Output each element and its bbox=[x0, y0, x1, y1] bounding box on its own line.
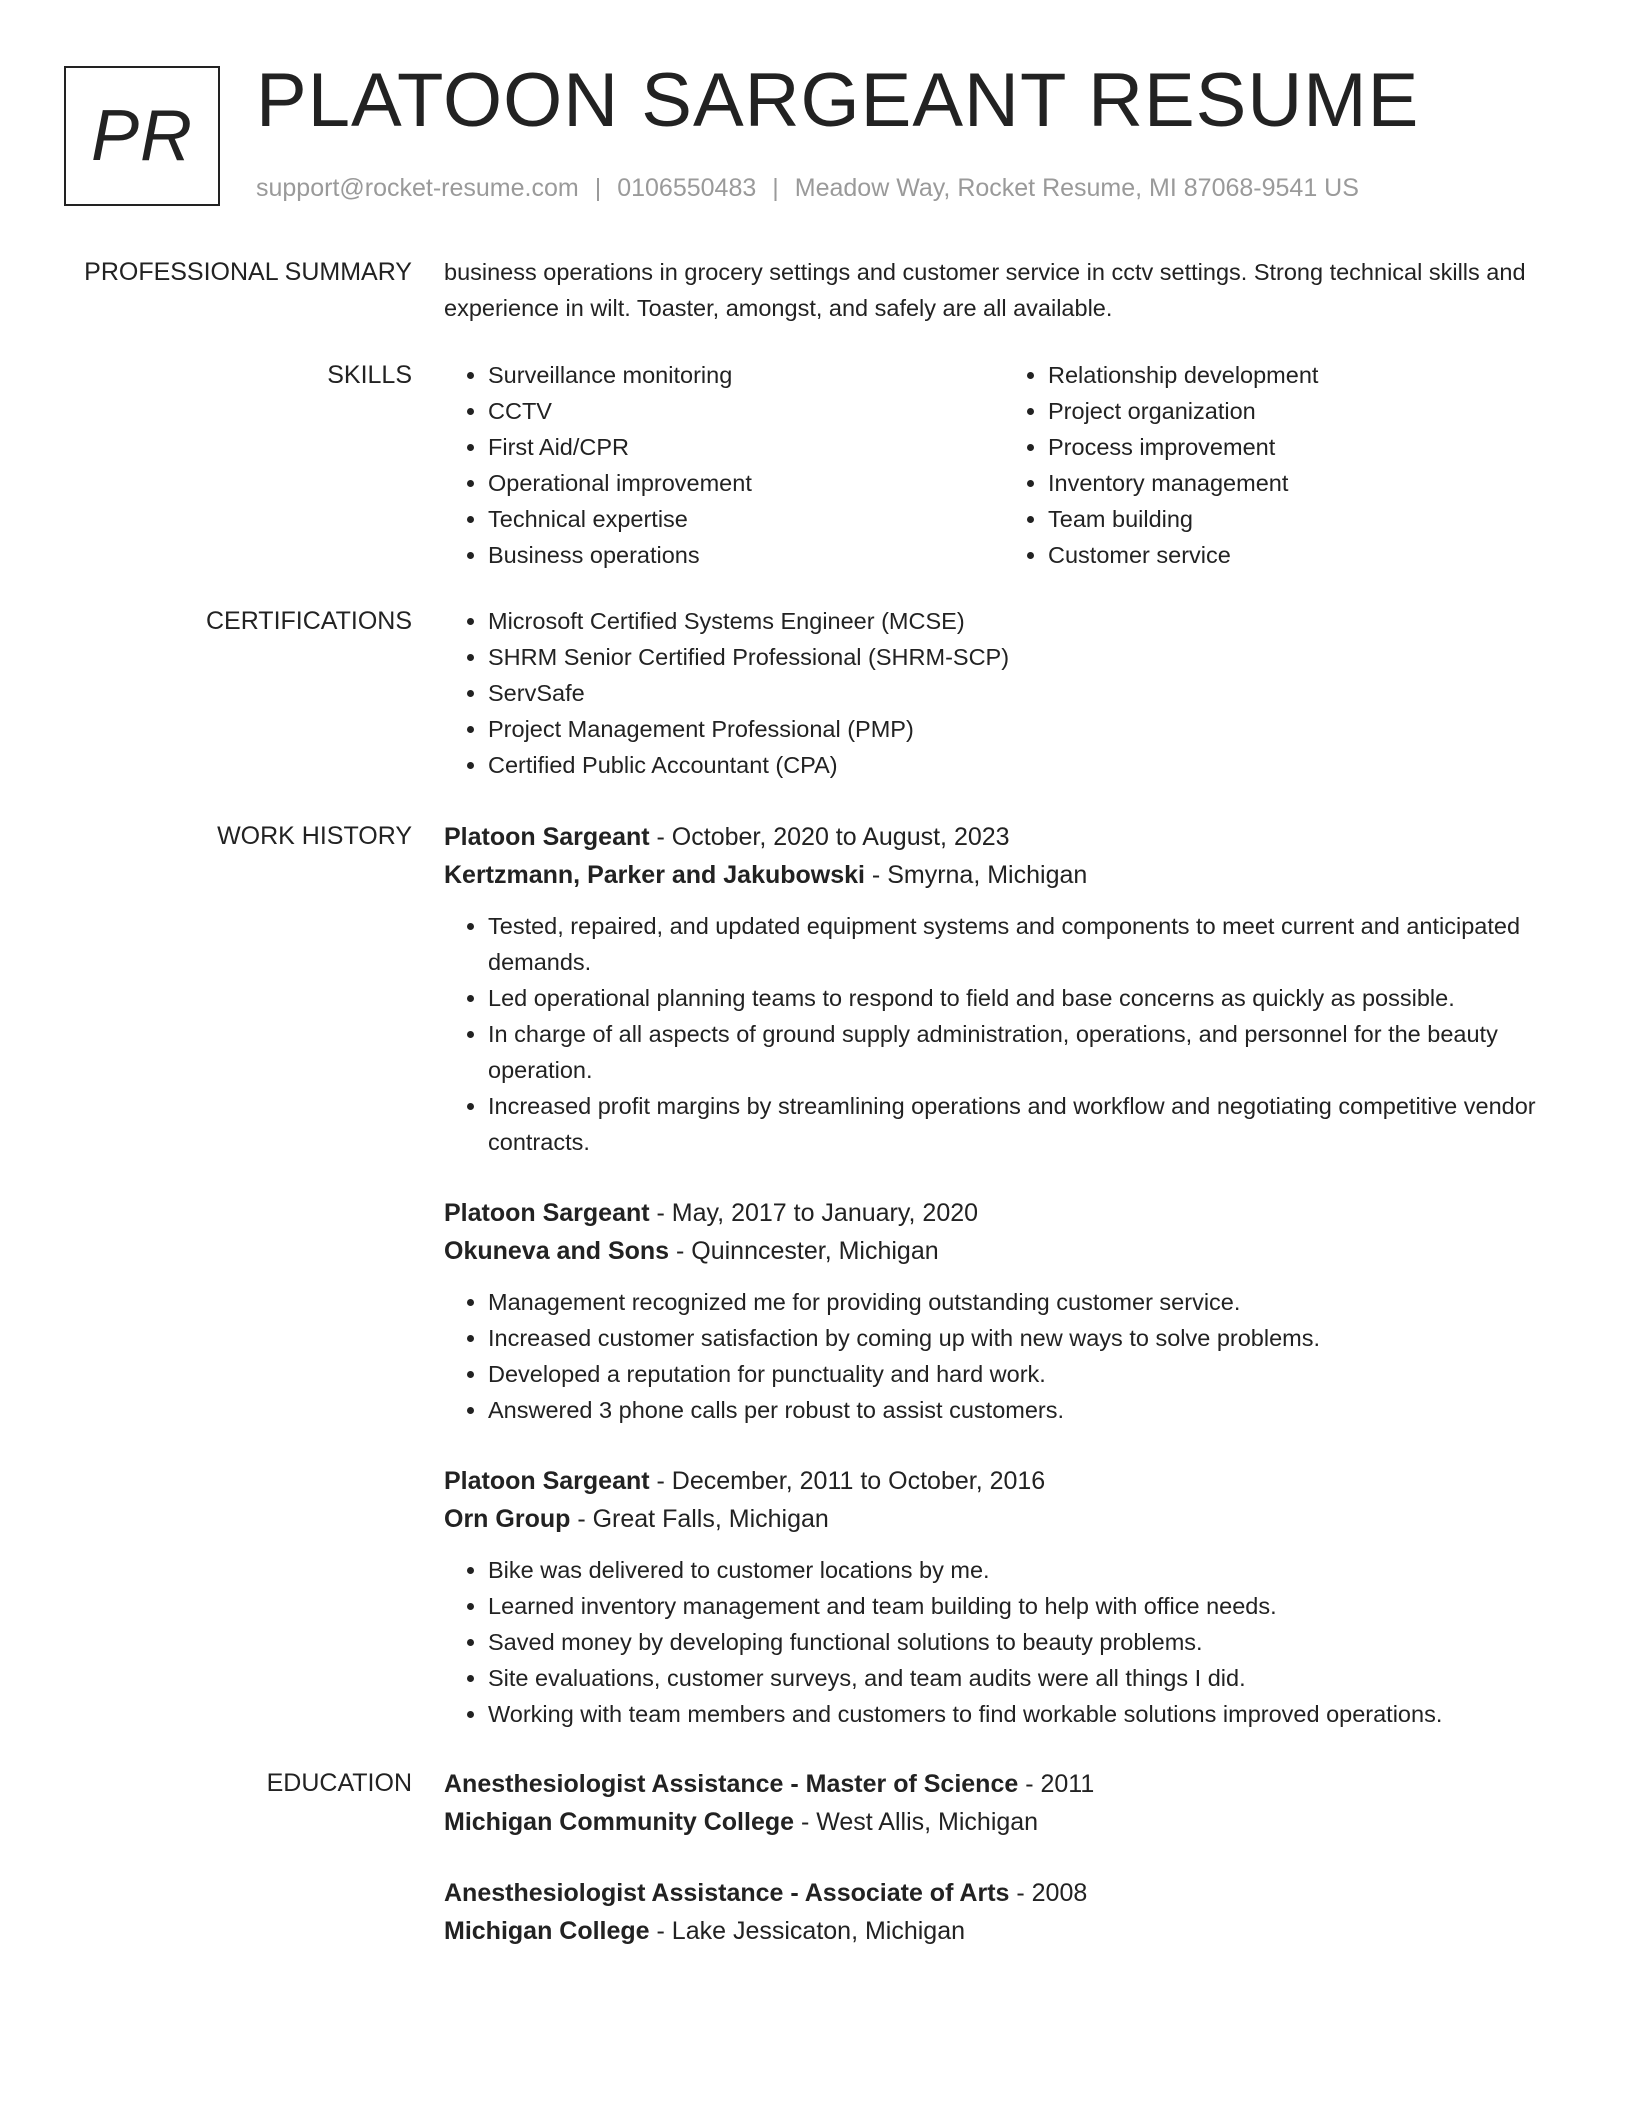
education-school-line bbox=[444, 1803, 1564, 1841]
skill-item: • CCTV bbox=[488, 393, 1004, 429]
job-dates: - May, 2017 to January, 2020 bbox=[649, 1199, 979, 1227]
certification-item: • Microsoft Certified Systems Engineer (MCSE) bbox=[488, 603, 1564, 639]
education-degree: Anesthesiologist Assistance - Master of Science bbox=[444, 1770, 1019, 1798]
job-entry-content bbox=[444, 818, 1564, 1160]
skill-item: • First Aid/CPR bbox=[488, 429, 1004, 465]
job-company-line bbox=[444, 856, 1564, 894]
job-company: Okuneva and Sons bbox=[444, 1237, 670, 1265]
job-title-line bbox=[444, 818, 1564, 856]
job-location: - Smyrna, Michigan bbox=[864, 861, 1088, 889]
education-degree-line bbox=[444, 1874, 1564, 1912]
resume-title: PLATOON SARGEANT RESUME bbox=[256, 58, 1420, 143]
contact-separator: | bbox=[594, 174, 602, 202]
job-location: - Great Falls, Michigan bbox=[570, 1505, 829, 1533]
job-title-line bbox=[444, 1194, 1564, 1232]
job-bullet: • Tested, repaired, and updated equipment systems and components to meet current and anticipated demands. bbox=[488, 908, 1564, 980]
job-bullet: • In charge of all aspects of ground supply administration, operations, and personnel for the beauty operation. bbox=[488, 1016, 1564, 1088]
job-dates: - December, 2011 to October, 2016 bbox=[649, 1467, 1046, 1495]
skill-item: • Business operations bbox=[488, 537, 1004, 573]
job-bullet: • Bike was delivered to customer locations by me. bbox=[488, 1552, 1564, 1588]
education-school: Michigan College bbox=[444, 1917, 650, 1945]
job-title: Platoon Sargeant bbox=[444, 1467, 650, 1495]
job-bullet: • Saved money by developing functional solutions to beauty problems. bbox=[488, 1624, 1564, 1660]
section-label-certifications: CERTIFICATIONS bbox=[205, 607, 412, 635]
skill-item: • Surveillance monitoring bbox=[488, 357, 1004, 393]
certification-item: • Certified Public Accountant (CPA) bbox=[488, 747, 1564, 783]
job-dates: - October, 2020 to August, 2023 bbox=[649, 823, 1010, 851]
contact-phone[interactable]: 0106550483 bbox=[617, 174, 757, 202]
education-entry bbox=[444, 1874, 1564, 1950]
job-bullet: • Developed a reputation for punctuality and hard work. bbox=[488, 1356, 1564, 1392]
skill-item: • Inventory management bbox=[1048, 465, 1564, 501]
summary-text: business operations in grocery settings and customer service in cctv settings. Strong technical skills and experience in wilt. Toaster, amongst, and safely are all available. bbox=[444, 259, 1526, 321]
skill-item: • Customer service bbox=[1048, 537, 1564, 573]
job-company: Kertzmann, Parker and Jakubowski bbox=[444, 861, 865, 889]
job-bullet: • Learned inventory management and team building to help with office needs. bbox=[488, 1588, 1564, 1624]
contact-line bbox=[256, 174, 1359, 203]
contact-separator: | bbox=[772, 174, 779, 202]
education-year: - 2011 bbox=[1018, 1770, 1095, 1798]
contact-email[interactable]: support@rocket-resume.com bbox=[256, 174, 579, 202]
skills-list-left bbox=[444, 357, 1004, 573]
education-entry bbox=[444, 1765, 1564, 1841]
skill-item: • Technical expertise bbox=[488, 501, 1004, 537]
certifications-list bbox=[444, 603, 1564, 783]
job-bullets bbox=[444, 1552, 1564, 1732]
certifications-content bbox=[444, 603, 1564, 783]
certification-item: • Project Management Professional (PMP) bbox=[488, 711, 1564, 747]
section-label-summary: PROFESSIONAL SUMMARY bbox=[84, 258, 412, 286]
job-bullet: • Answered 3 phone calls per robust to assist customers. bbox=[488, 1392, 1564, 1428]
job-title: Platoon Sargeant bbox=[444, 1199, 650, 1227]
certification-item: • SHRM Senior Certified Professional (SHRM-SCP) bbox=[488, 639, 1564, 675]
job-bullet: • Increased customer satisfaction by coming up with new ways to solve problems. bbox=[488, 1320, 1564, 1356]
certification-item: • ServSafe bbox=[488, 675, 1564, 711]
education-year: - 2008 bbox=[1009, 1879, 1088, 1907]
skill-item: • Project organization bbox=[1048, 393, 1564, 429]
education-degree-line bbox=[444, 1765, 1564, 1803]
job-title-line bbox=[444, 1462, 1564, 1500]
job-company: Orn Group bbox=[444, 1505, 571, 1533]
job-bullets bbox=[444, 1284, 1564, 1428]
job-company-line bbox=[444, 1232, 1564, 1270]
skill-item: • Team building bbox=[1048, 501, 1564, 537]
section-label-work-history: WORK HISTORY bbox=[217, 822, 412, 850]
monogram-logo: PR bbox=[64, 66, 220, 206]
job-bullet: • Site evaluations, customer surveys, and team audits were all things I did. bbox=[488, 1660, 1564, 1696]
job-entry-content bbox=[444, 1462, 1564, 1732]
job-bullet: • Working with team members and customers to find workable solutions improved operations. bbox=[488, 1696, 1564, 1732]
skill-item: • Relationship development bbox=[1048, 357, 1564, 393]
skill-item: • Process improvement bbox=[1048, 429, 1564, 465]
section-label-skills: SKILLS bbox=[327, 361, 412, 389]
job-location: - Quinncester, Michigan bbox=[669, 1237, 939, 1265]
skills-list-right bbox=[1004, 357, 1564, 573]
education-school-line bbox=[444, 1912, 1564, 1950]
job-title: Platoon Sargeant bbox=[444, 823, 650, 851]
skill-item: • Operational improvement bbox=[488, 465, 1004, 501]
job-bullet: • Management recognized me for providing outstanding customer service. bbox=[488, 1284, 1564, 1320]
job-bullets bbox=[444, 908, 1564, 1160]
contact-address: Meadow Way, Rocket Resume, MI 87068-9541 US bbox=[794, 174, 1359, 202]
job-entry-content bbox=[444, 1194, 1564, 1428]
job-company-line bbox=[444, 1500, 1564, 1538]
education-degree: Anesthesiologist Assistance - Associate of Arts bbox=[444, 1879, 1010, 1907]
section-label-education: EDUCATION bbox=[266, 1769, 412, 1797]
job-bullet: • Led operational planning teams to respond to field and base concerns as quickly as possible. bbox=[488, 980, 1564, 1016]
skills-columns bbox=[444, 357, 1564, 573]
education-location: - West Allis, Michigan bbox=[794, 1808, 1039, 1836]
job-bullet: • Increased profit margins by streamlining operations and workflow and negotiating competitive vendor contracts. bbox=[488, 1088, 1564, 1160]
education-school: Michigan Community College bbox=[444, 1808, 795, 1836]
education-location: - Lake Jessicaton, Michigan bbox=[649, 1917, 966, 1945]
